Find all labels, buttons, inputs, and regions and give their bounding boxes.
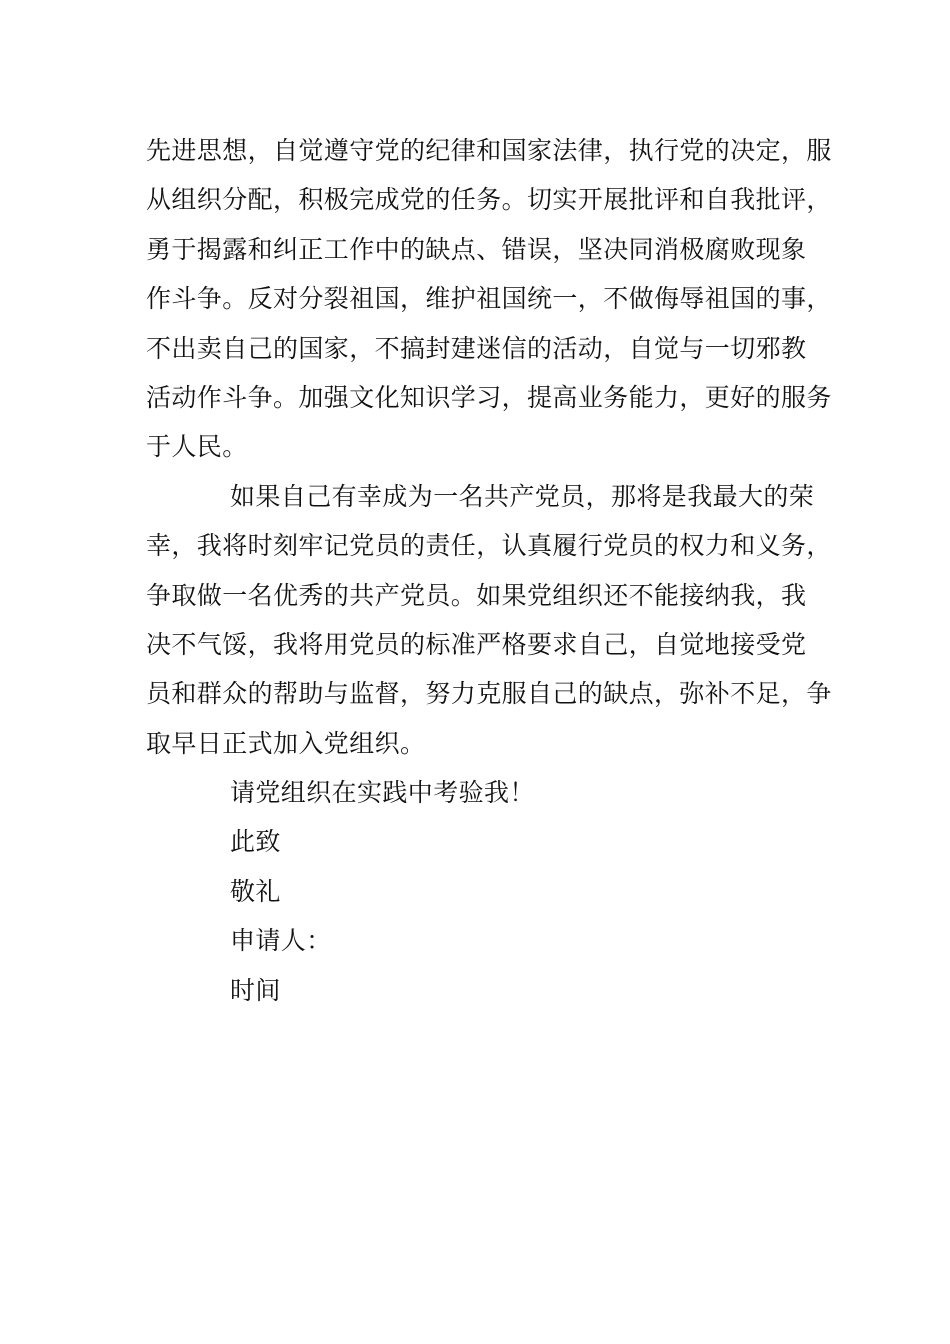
salutation-ci-zhi: 此致: [230, 827, 281, 857]
text-line: 先进思想，自觉遵守党的纪律和国家法律，执行党的决定，服: [146, 136, 832, 165]
text-line: 作斗争。反对分裂祖国，维护祖国统一，不做侮辱祖国的事，: [146, 284, 832, 314]
text-line: 员和群众的帮助与监督，努力克服自己的缺点，弥补不足，争: [146, 679, 832, 709]
applicant-label: 申请人：: [230, 926, 332, 956]
closing-request: 请党组织在实践中考验我！: [230, 778, 535, 808]
text-line: 幸，我将时刻牢记党员的责任，认真履行党员的权力和义务，: [146, 531, 832, 561]
text-line: 不出卖自己的国家，不搞封建迷信的活动，自觉与一切邪教: [146, 333, 807, 363]
salutation-jing-li: 敬礼: [230, 876, 281, 906]
paragraph-commitment: [146, 472, 832, 768]
text-line: 取早日正式加入党组织。: [146, 728, 426, 758]
letter-body: [146, 126, 832, 1015]
text-line: 争取做一名优秀的共产党员。如果党组织还不能接纳我，我: [146, 580, 807, 610]
text-line: 活动作斗争。加强文化知识学习，提高业务能力，更好的服务: [146, 382, 832, 412]
text-line: 从组织分配，积极完成党的任务。切实开展批评和自我批评，: [146, 185, 832, 215]
text-line: 决不气馁，我将用党员的标准严格要求自己，自觉地接受党: [146, 629, 807, 659]
closing-block: [146, 768, 806, 1015]
text-line: 于人民。: [146, 432, 248, 462]
text-line: 勇于揭露和纠正工作中的缺点、错误，坚决同消极腐败现象: [146, 234, 807, 264]
text-line: 如果自己有幸成为一名共产党员，那将是我最大的荣: [230, 481, 815, 511]
time-label: 时间: [230, 975, 281, 1005]
paragraph-continued: [146, 126, 832, 472]
